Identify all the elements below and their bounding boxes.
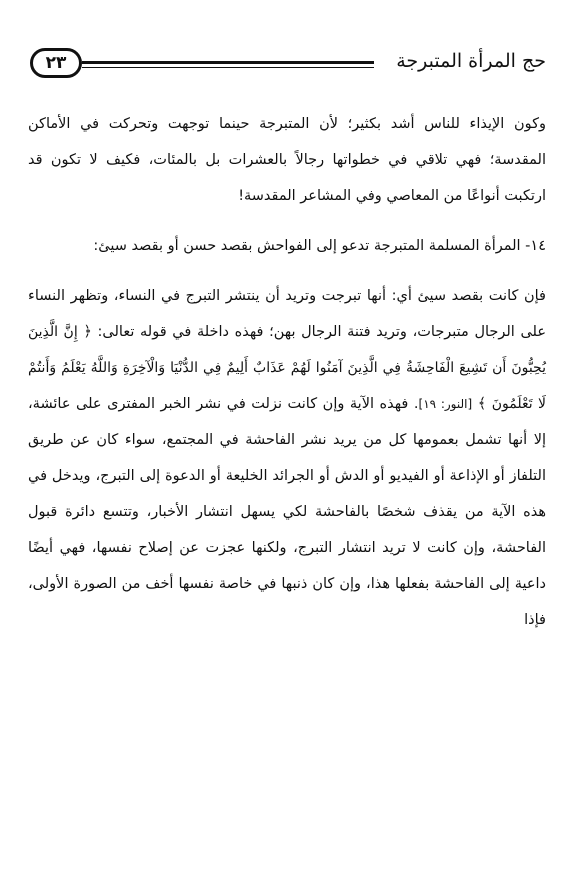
paragraph-2 — [28, 278, 546, 638]
header-title: حج المرأة المتبرجة — [396, 50, 546, 72]
quran-verse: إِنَّ الَّذِينَ يُحِبُّونَ أَن تَشِيعَ الْفَاحِشَةُ فِي الَّذِينَ آمَنُوا لَهُمْ عَذَابٌ أَلِيمٌ فِي الدُّنْيَا وَالْآخِرَةِ وَاللَّهُ يَعْلَمُ وَأَنتُمْ لَا تَعْلَمُونَ — [28, 324, 547, 412]
page-number: ٢٣ — [30, 48, 82, 78]
paragraph-1: وكون الإيذاء للناس أشد بكثير؛ لأن المتبرجة حينما توجهت وتحركت في الأماكن المقدسة؛ فهي تلاقي في خطواتها رجالاً بالعشرات بل بالمئات، فكيف لا تكون قد ارتكبت أنواعًا من المعاصي وفي المشاعر المقدسة! — [28, 116, 546, 204]
header-rule — [82, 61, 374, 68]
verse-bracket-open: ﴿ — [83, 324, 92, 340]
verse-citation: [النور: ١٩] — [418, 397, 473, 411]
verse-bracket-close: ﴾ — [477, 396, 487, 412]
paragraph-2-rest: . فهذه الآية وإن كانت نزلت في نشر الخبر المفترى على عائشة، إلا أنها تشمل بعمومها كل من يريد نشر الفاحشة في المجتمع، سواء كان عن طريق التلفاز أو الإذاعة أو الفيديو أو الدش أو الجرائد الخليعة أو الدعوة إلى التبرج، ويدخل في هذه الآية من يقذف شخصًا بالفاحشة لكي يسهل انتشار الأخبار، وتتسع دائرة قبول الفاحشة، وإن كانت لا تريد انتشار التبرج، ولكنها عجزت عن إصلاح نفسها، فهي أيضًا داعية إلى الفاحشة بفعلها هذا، وإن كان ذنبها في خاصة نفسها أخف من الصورة الأولى، فإذا — [28, 396, 546, 628]
running-header — [22, 44, 546, 84]
body-text — [28, 106, 546, 652]
section-heading: ١٤- المرأة المسلمة المتبرجة تدعو إلى الفواحش بقصد حسن أو بقصد سيئ: — [93, 238, 546, 254]
paragraph-2-intro: فإن كانت بقصد سيئ أي: أنها تبرجت وتريد أن ينتشر التبرج في النساء، وتظهر النساء على الرجال متبرجات، وتريد فتنة الرجال بهن؛ فهذه داخلة في قوله تعالى: — [28, 288, 547, 340]
